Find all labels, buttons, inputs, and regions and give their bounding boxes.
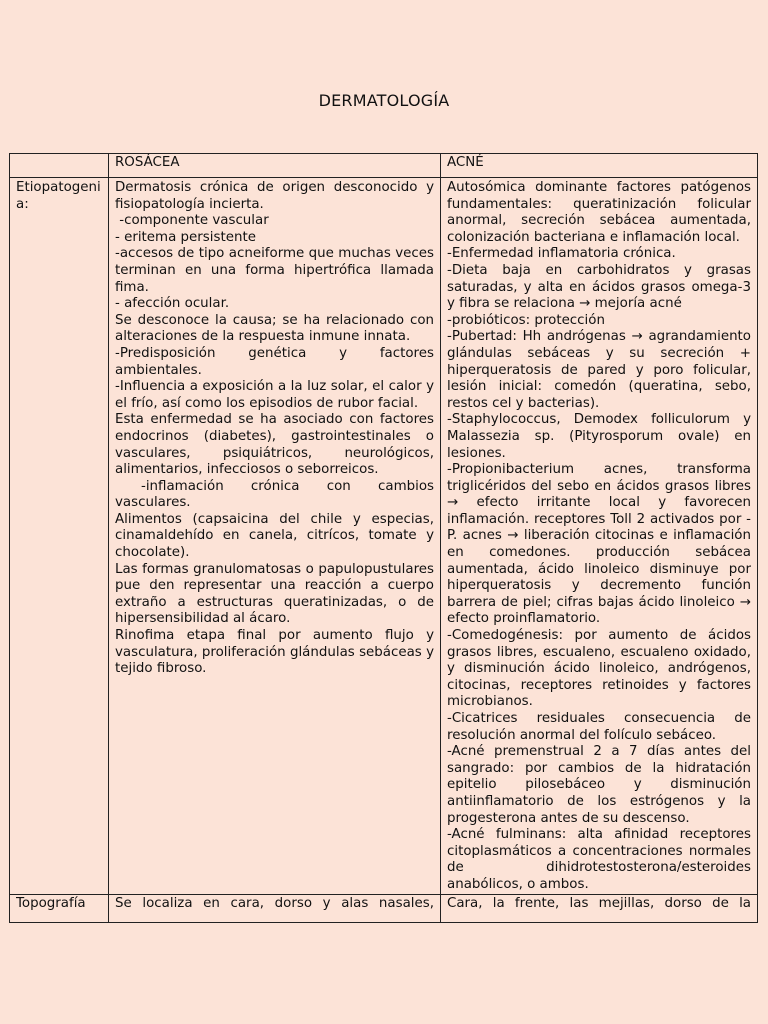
rosacea-paragraph: Se desconoce la causa; se ha relacionado con alteraciones de la respuesta inmune innata. bbox=[115, 312, 434, 345]
acne-paragraph: -Pubertad: Hh andrógenas → agrandamiento glándulas sebáceas y su secreción + hiperqueratosis de pared y poro folicular, lesión inicial: comedón (queratina, sebo, restos cel y bacterias). bbox=[447, 329, 751, 411]
acne-topografia-cell bbox=[441, 894, 758, 922]
acne-paragraph: -Dieta baja en carbohidratos y grasas saturadas, y alta en ácidos grasos omega-3 y fibra se relaciona → mejoría acné bbox=[447, 262, 751, 312]
acne-paragraph: -Enfermedad inflamatoria crónica. bbox=[447, 246, 676, 262]
rosacea-paragraph: -inflamación crónica con cambios vasculares. bbox=[115, 478, 434, 511]
acne-paragraph: -probióticos: protección bbox=[447, 312, 605, 328]
acne-paragraph: -Cicatrices residuales consecuencia de resolución anormal del folículo sebáceo. bbox=[447, 711, 751, 743]
header-rosacea: ROSÁCEA bbox=[109, 154, 441, 178]
acne-paragraph: -Comedogénesis: por aumento de ácidos grasos libres, escualeno, escualeno oxidado, y disminución ácido linoleico, andrógenos, citocinas, receptores retinoides y factores microbianos. bbox=[447, 628, 751, 710]
table-row-etiopatogenia bbox=[10, 178, 758, 895]
row-label-topografia bbox=[10, 894, 109, 922]
rosacea-paragraph: -componente vascular bbox=[115, 213, 269, 229]
page-title: DERMATOLOGÍA bbox=[318, 91, 450, 110]
table-row-topografia bbox=[10, 894, 758, 922]
acne-topografia-text: Cara, la frente, las mejillas, dorso de la bbox=[447, 895, 751, 911]
header-acne: ACNÉ bbox=[441, 154, 758, 178]
rosacea-paragraph: Rinofima etapa final por aumento flujo y vasculatura, proliferación glándulas sebáceas y tejido fibroso. bbox=[115, 628, 434, 677]
rosacea-topografia-cell bbox=[109, 894, 441, 922]
rosacea-paragraph: -accesos de tipo acneiforme que muchas veces terminan en una forma hipertrófica llamada fima. bbox=[115, 246, 434, 295]
acne-paragraph: -Staphylococcus, Demodex folliculorum y Malassezia sp. (Pityrosporum ovale) en lesiones. bbox=[447, 412, 751, 461]
acne-paragraph: Autosómica dominante factores patógenos fundamentales: queratinización folicular anormal, secreción sebácea aumentada, colonización bacteriana e inflamación local. bbox=[447, 180, 751, 245]
rosacea-paragraph: -Predisposición genética y factores ambientales. bbox=[115, 345, 434, 378]
rosacea-paragraph: - afección ocular. bbox=[115, 296, 230, 312]
rosacea-topografia-text: Se localiza en cara, dorso y alas nasales, bbox=[115, 895, 434, 911]
rosacea-etiopatogenia-cell bbox=[109, 178, 441, 895]
rosacea-paragraph: - eritema persistente bbox=[115, 229, 256, 245]
acne-paragraph: -Acné fulminans: alta afinidad receptores citoplasmáticos a concentraciones normales de dihidrotestosterona/esteroides anabólicos, o ambos. bbox=[447, 827, 751, 892]
comparison-table bbox=[9, 153, 758, 923]
row-label-etiopatogenia: Etiopatogenia: bbox=[10, 178, 109, 895]
rosacea-paragraph: Esta enfermedad se ha asociado con factores endocrinos (diabetes), gastrointestinales o vasculares, psiquiátricos, neurológicos, alimentarios, infecciosos o seborreicos. bbox=[115, 412, 434, 478]
rosacea-paragraph: Alimentos (capsaicina del chile y especias, cinamaldehído en canela, citrícos, tomate y chocolate). bbox=[115, 511, 434, 561]
rosacea-paragraph: Las formas granulomatosas o papulopustulares pue den representar una reacción a cuerpo extraño a estructuras queratinizadas, o de hipersensibilidad al ácaro. bbox=[115, 561, 434, 627]
acne-etiopatogenia-cell bbox=[441, 178, 758, 895]
rosacea-paragraph: Dermatosis crónica de origen desconocido y fisiopatología incierta. bbox=[115, 180, 434, 212]
table-header-row bbox=[10, 154, 758, 178]
rosacea-paragraph: -Influencia a exposición a la luz solar, el calor y el frío, así como los episodios de rubor facial. bbox=[115, 379, 434, 411]
acne-paragraph: -Propionibacterium acnes, transforma triglicéridos del sebo en ácidos grasos libres → efecto irritante local y favorecen inflamación. receptores Toll 2 activados por -P. acnes → liberación citocinas e inflamación en comedones. producción sebácea aumentada, ácido linoleico disminuye por hiperqueratosis y decremento función barrera de piel; cifras bajas ácido linoleico → efecto proinflamatorio. bbox=[447, 462, 751, 627]
acne-paragraph: -Acné premenstrual 2 a 7 días antes del sangrado: por cambios de la hidratación epitelio pilosebáceo y disminución antiinflamatorio de los estrógenos y la progesterona antes de su descenso. bbox=[447, 744, 751, 826]
header-empty-cell bbox=[10, 154, 109, 178]
row-label-text: Topografía bbox=[16, 895, 86, 911]
